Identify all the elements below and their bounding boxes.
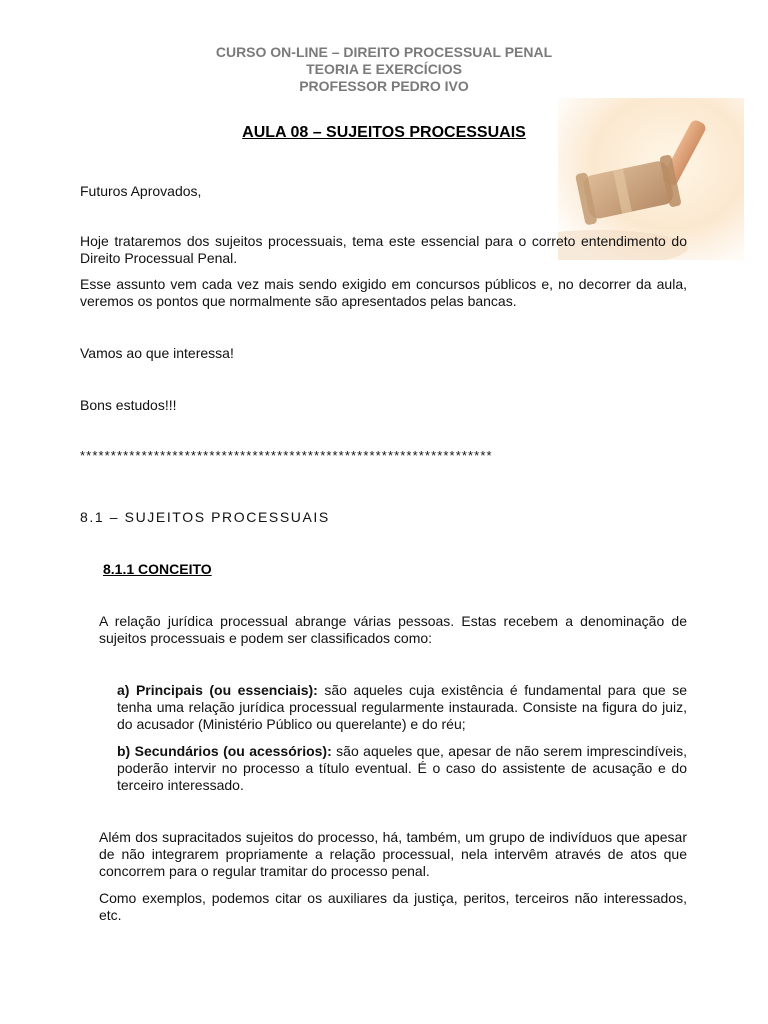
subsection-heading: 8.1.1 CONCEITO <box>103 561 212 577</box>
course-subtitle: TEORIA E EXERCÍCIOS <box>306 61 462 77</box>
list-item-b-label: b) Secundários (ou acessórios): <box>117 743 332 759</box>
divider: ******************************************************************* <box>80 448 493 463</box>
body-paragraph-1: A relação jurídica processual abrange várias pessoas. Estas recebem a denominação de sujeitos processuais e podem ser classificados como: <box>99 613 687 646</box>
list-item-a <box>117 682 687 733</box>
course-title: CURSO ON-LINE – DIREITO PROCESSUAL PENAL <box>215 44 553 60</box>
lesson-title: AULA 08 – SUJEITOS PROCESSUAIS <box>242 124 526 141</box>
document-header <box>0 44 768 95</box>
list-item-b <box>117 743 687 794</box>
greeting: Futuros Aprovados, <box>80 183 202 199</box>
body-paragraph-3: Como exemplos, podemos citar os auxiliares da justiça, peritos, terceiros não interessados, etc. <box>99 890 687 923</box>
intro-paragraph-3: Vamos ao que interessa! <box>80 345 234 361</box>
intro-paragraph-1: Hoje trataremos dos sujeitos processuais, tema este essencial para o correto entendimento do Direito Processual Penal. <box>80 233 687 266</box>
body-paragraph-2: Além dos supracitados sujeitos do processo, há, também, um grupo de indivíduos que apesar de não integrarem propriamente a relação processual, nela intervêm através de atos que concorrem para o regular tramitar do processo penal. <box>99 829 687 879</box>
intro-paragraph-2: Esse assunto vem cada vez mais sendo exigido em concursos públicos e, no decorrer da aula, veremos os pontos que normalmente são apresentados pelas bancas. <box>80 276 687 309</box>
list-item-a-label: a) Principais (ou essenciais): <box>117 682 318 698</box>
list-item-a-text: são aqueles cuja existência é fundamental para que se tenha uma relação jurídica processual regularmente instaurada. Consiste na figura do juiz, do acusador (Ministério Público ou querelante) e do réu; <box>117 682 687 732</box>
list-item-b-text: são aqueles que, apesar de não serem imprescindíveis, poderão intervir no processo a título eventual. É o caso do assistente de acusação e do terceiro interessado. <box>117 743 687 793</box>
intro-paragraph-4: Bons estudos!!! <box>80 397 177 413</box>
section-heading: 8.1 – SUJEITOS PROCESSUAIS <box>80 509 330 525</box>
professor-name: PROFESSOR PEDRO IVO <box>299 78 469 94</box>
